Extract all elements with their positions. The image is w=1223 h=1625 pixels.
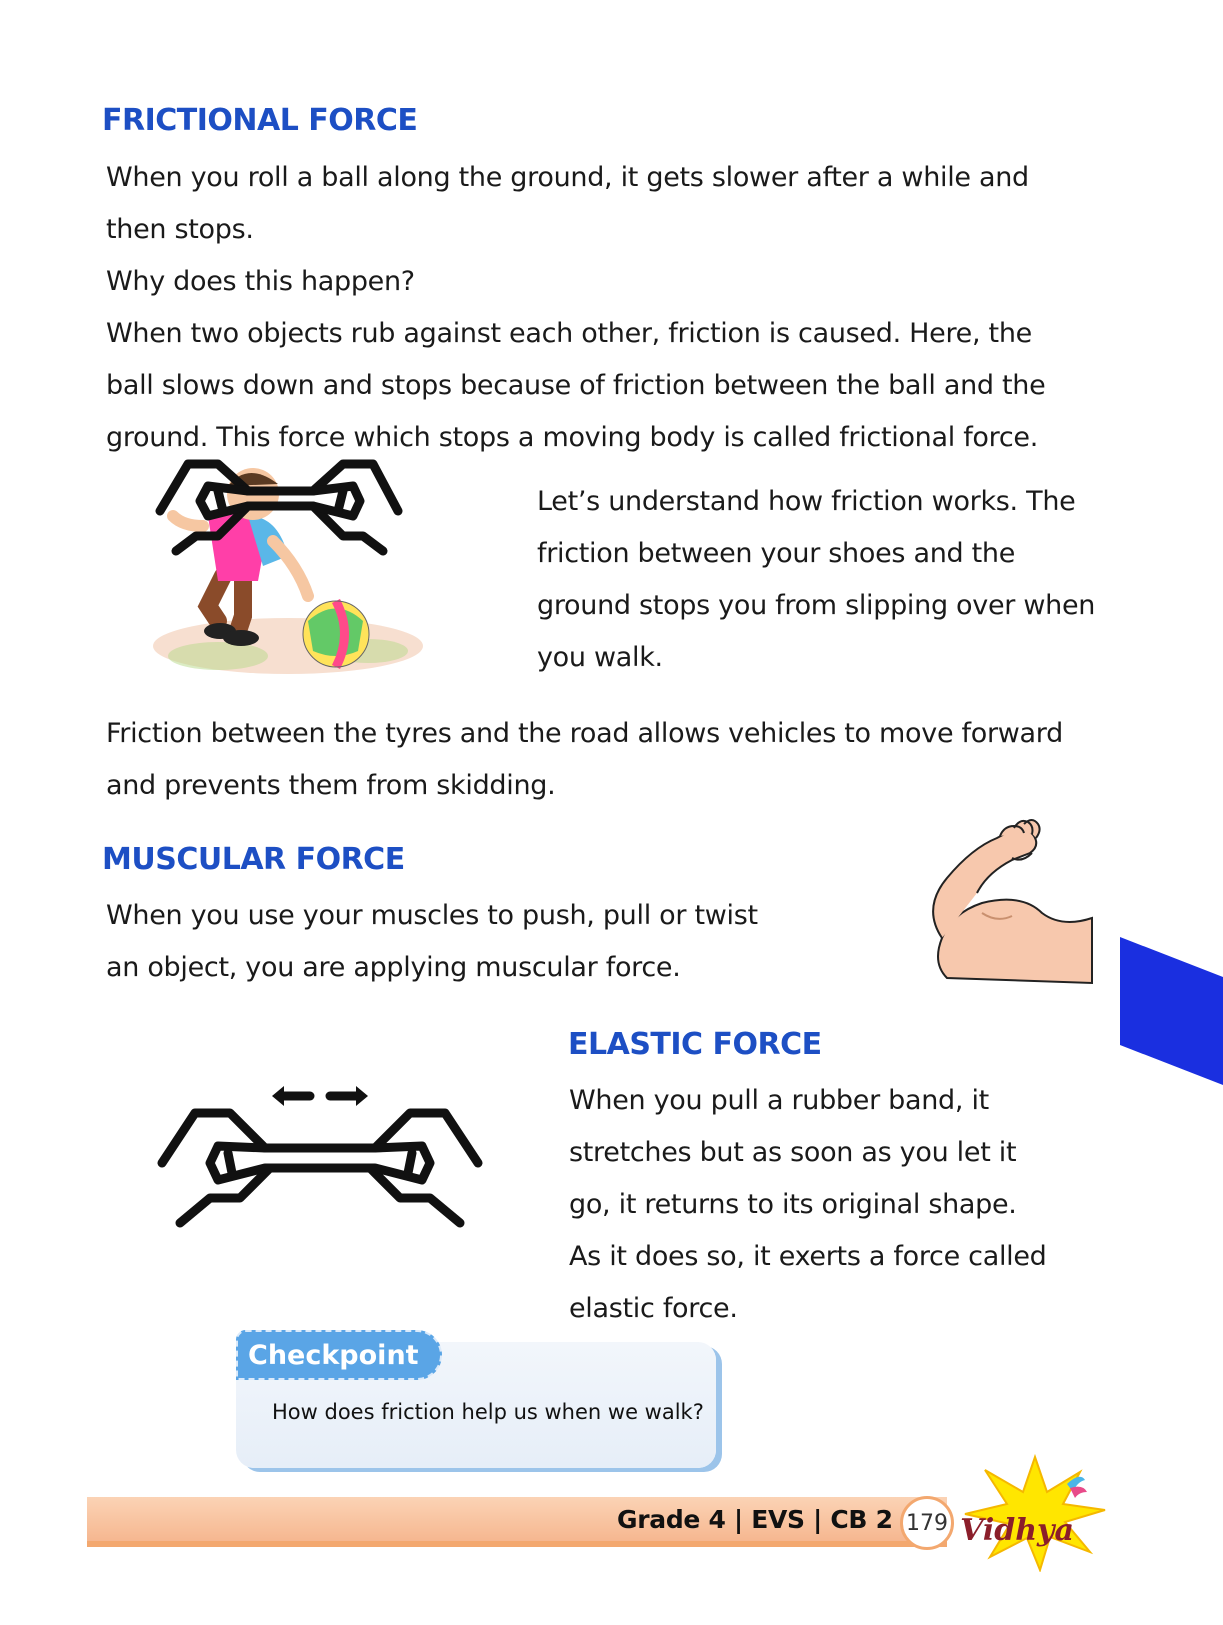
- footer-grade-subject: Grade 4 | EVS | CB 2: [617, 1505, 893, 1534]
- text-line: When you use your muscles to push, pull or twist: [106, 900, 758, 931]
- brand-name: Vidhya: [960, 1513, 1074, 1548]
- text-line: then stops.: [106, 214, 254, 245]
- text-line: you walk.: [537, 642, 663, 673]
- text-line: ball slows down and stops because of friction between the ball and the: [106, 370, 1046, 401]
- flexed-arm-icon: [912, 818, 1097, 998]
- text-line: Friction between the tyres and the road allows vehicles to move forward: [106, 718, 1063, 749]
- friction-paragraph: [106, 152, 1116, 464]
- text-line: ground stops you from slipping over when: [537, 590, 1096, 621]
- checkpoint-question: How does friction help us when we walk?: [272, 1400, 704, 1424]
- text-line: elastic force.: [569, 1293, 738, 1324]
- friction-side-paragraph: [537, 476, 1127, 684]
- text-line: When you pull a rubber band, it: [569, 1085, 989, 1116]
- rubber-band-stretch-icon: [150, 1068, 490, 1238]
- text-line: Why does this happen?: [106, 266, 415, 297]
- friction-after-paragraph: [106, 708, 1136, 812]
- elastic-heading: ELASTIC FORCE: [568, 1027, 822, 1062]
- checkpoint-label: Checkpoint: [236, 1330, 442, 1380]
- boy-rolling-ball-illustration: [148, 456, 438, 696]
- chapter-side-tab: [1120, 937, 1223, 1085]
- muscular-paragraph: [106, 890, 826, 994]
- text-line: stretches but as soon as you let it: [569, 1137, 1017, 1168]
- vidhya-logo: [955, 1452, 1115, 1572]
- muscular-heading: MUSCULAR FORCE: [102, 842, 405, 877]
- text-line: friction between your shoes and the: [537, 538, 1016, 569]
- elastic-paragraph: [569, 1075, 1129, 1335]
- text-line: When two objects rub against each other, friction is caused. Here, the: [106, 318, 1032, 349]
- text-line: and prevents them from skidding.: [106, 770, 556, 801]
- friction-heading: FRICTIONAL FORCE: [102, 103, 418, 138]
- text-line: ground. This force which stops a moving body is called frictional force.: [106, 422, 1038, 453]
- text-line: go, it returns to its original shape.: [569, 1189, 1017, 1220]
- text-line: When you roll a ball along the ground, it gets slower after a while and: [106, 162, 1029, 193]
- text-line: an object, you are applying muscular force.: [106, 952, 681, 983]
- text-line: Let’s understand how friction works. The: [537, 486, 1076, 517]
- page-number: 179: [900, 1496, 954, 1550]
- text-line: As it does so, it exerts a force called: [569, 1241, 1047, 1272]
